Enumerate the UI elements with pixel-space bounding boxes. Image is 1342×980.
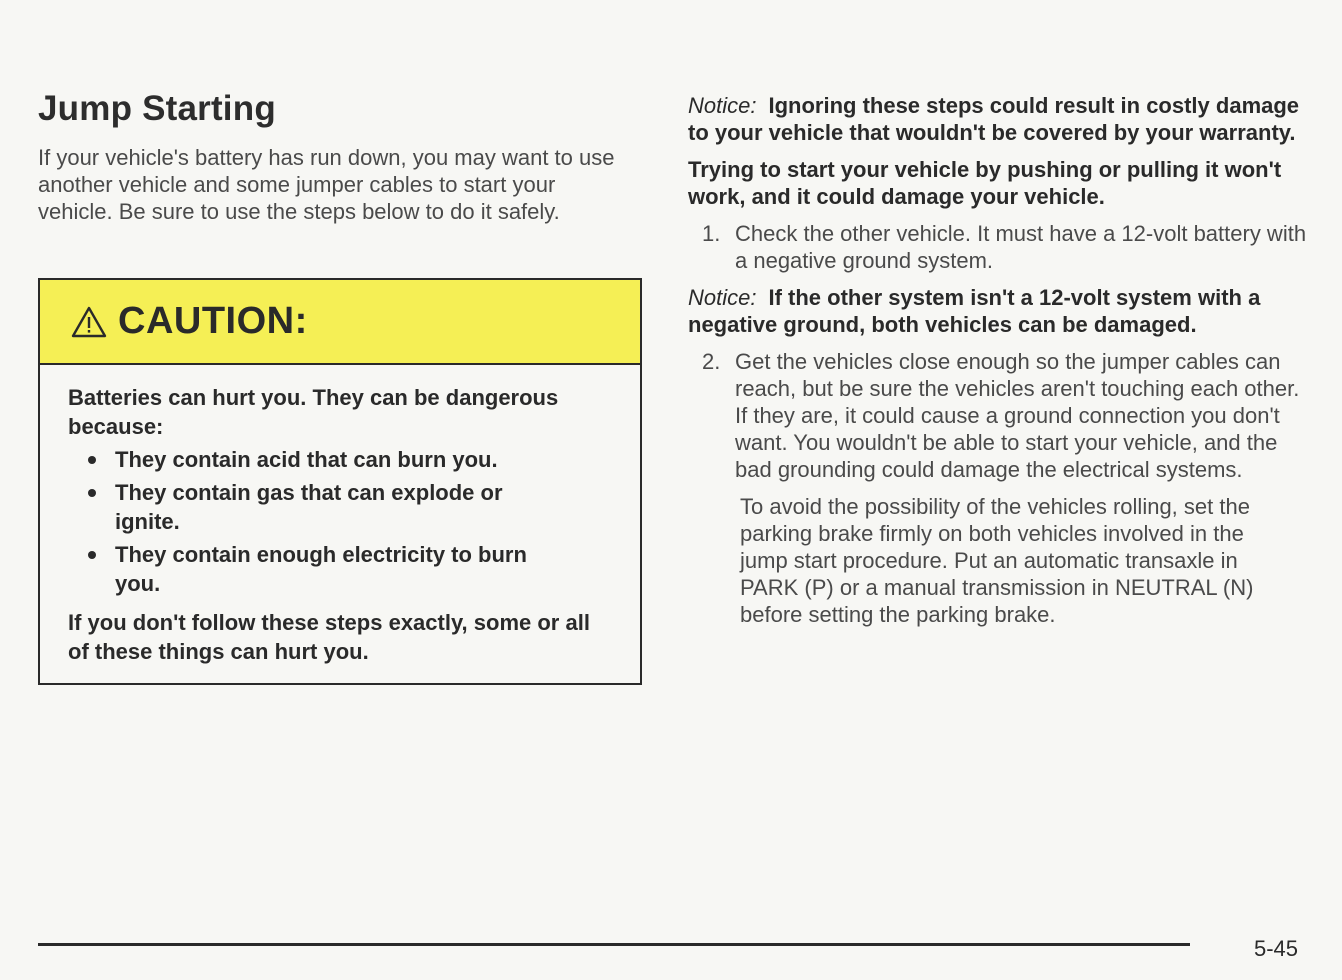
right-column <box>688 92 1308 628</box>
notice-paragraph <box>688 92 1308 146</box>
notice-text: Ignoring these steps could result in costly damage to your vehicle that wouldn't be covered by your warranty. <box>688 93 1300 145</box>
caution-lead: Batteries can hurt you. They can be dangerous because: <box>68 385 559 439</box>
bullet-text: They contain gas that can explode or ignite. <box>115 480 503 534</box>
list-item <box>88 478 535 536</box>
bullet-icon <box>88 456 96 464</box>
intro-paragraph: If your vehicle's battery has run down, you may want to use another vehicle and some jumper cables to start your vehicle. Be sure to use the steps below to do it safely. <box>38 145 615 224</box>
caution-body <box>40 365 640 666</box>
step-number: 2. <box>702 349 721 374</box>
bullet-icon <box>88 489 96 497</box>
caution-title: CAUTION: <box>118 300 308 342</box>
caution-box <box>38 278 642 685</box>
warning-triangle-icon <box>70 305 108 339</box>
warning-paragraph: Trying to start your vehicle by pushing or pulling it won't work, and it could damage your vehicle. <box>688 157 1282 209</box>
bullet-icon <box>88 551 96 559</box>
step-followup-paragraph: To avoid the possibility of the vehicles rolling, set the parking brake firmly on both vehicles involved in the jump start procedure. Put an automatic transaxle in PARK (P) or a manual transmission in NEUTRAL (N) before setting the parking brake. <box>740 494 1254 627</box>
left-column <box>38 88 642 225</box>
step-text: Check the other vehicle. It must have a 12-volt battery with a negative ground system. <box>735 221 1307 273</box>
page-number: 5-45 <box>1254 936 1299 961</box>
step-number: 1. <box>702 221 721 246</box>
list-item <box>88 540 535 598</box>
footer-divider <box>38 943 1190 946</box>
notice-label: Notice: <box>688 285 757 310</box>
notice-text: If the other system isn't a 12-volt system with a negative ground, both vehicles can be damaged. <box>688 285 1261 337</box>
caution-closing: If you don't follow these steps exactly, some or all of these things can hurt you. <box>68 610 590 664</box>
step-text: Get the vehicles close enough so the jumper cables can reach, but be sure the vehicles aren't touching each other. If they are, it could cause a ground connection you don't want. You wouldn't be able to start your vehicle, and the bad grounding could damage the electrical systems. <box>735 349 1300 482</box>
caution-header <box>40 280 640 365</box>
notice-label: Notice: <box>688 93 757 118</box>
caution-bullet-list <box>68 445 616 598</box>
notice-paragraph <box>688 284 1308 338</box>
section-title: Jump Starting <box>38 89 276 128</box>
step-item <box>688 348 1308 483</box>
bullet-text: They contain enough electricity to burn you. <box>115 542 527 596</box>
step-item <box>688 220 1308 274</box>
list-item <box>88 445 535 474</box>
bullet-text: They contain acid that can burn you. <box>115 447 498 472</box>
